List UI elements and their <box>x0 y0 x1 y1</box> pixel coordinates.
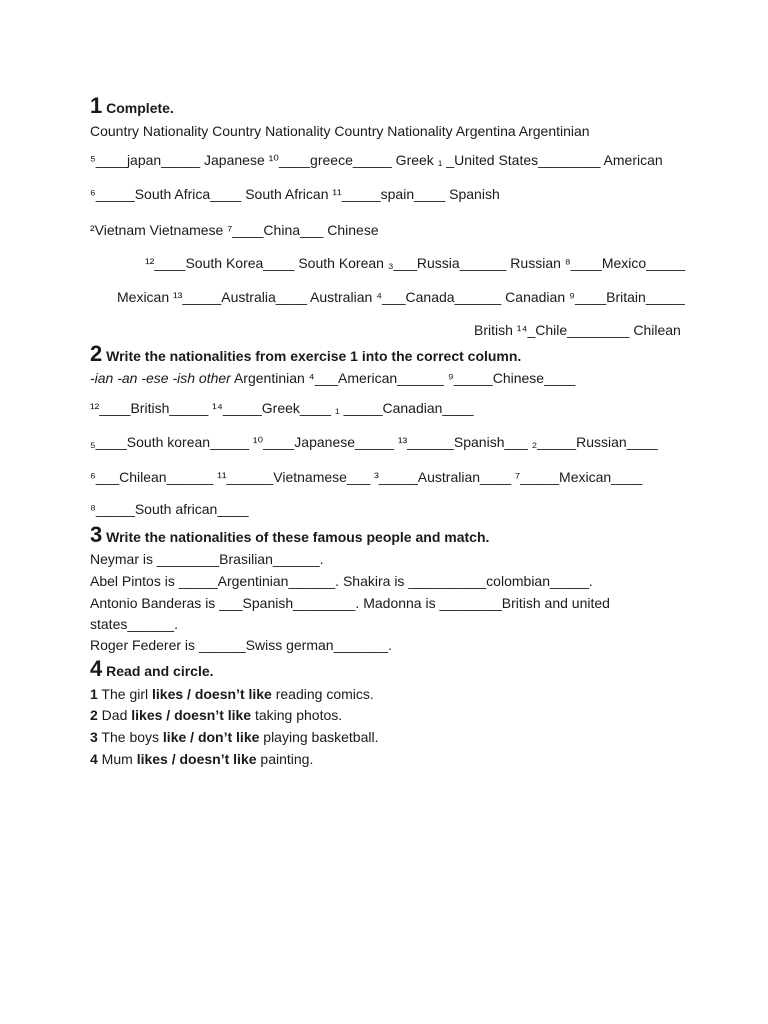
section-number: 3 <box>90 522 103 547</box>
circle-item <box>90 707 342 723</box>
section-1-heading <box>90 95 174 119</box>
exercise-row: ¹²____British_____ ¹⁴_____Greek____ ₁ _____Canadian____ <box>90 400 474 416</box>
section-number: 4 <box>90 656 103 681</box>
sentence-line: Antonio Banderas is ___Spanish________. Madonna is ________British and united <box>90 595 610 611</box>
exercise-row: Mexican ¹³_____Australia____ Australian ⁴___Canada______ Canadian ⁹____Britain_____ <box>117 289 685 305</box>
item-text: playing basketball. <box>259 729 379 745</box>
table-header-row: Country Nationality Country Nationality Country Nationality Argentina Argentinian <box>90 123 590 139</box>
exercise-row: ₅____South korean_____ ¹⁰____Japanese_____ ¹³______Spanish___ ₂_____Russian____ <box>90 434 658 450</box>
item-text: painting. <box>256 751 314 767</box>
section-2-heading <box>90 343 521 367</box>
item-text: Mum <box>97 751 137 767</box>
sentence-line: states______. <box>90 616 178 632</box>
column-header-rest: Argentinian ⁴___American______ ⁹_____Chinese____ <box>230 370 576 386</box>
item-text: reading comics. <box>271 686 374 702</box>
circle-options: likes / doesn’t like <box>152 686 272 702</box>
sentence-line: Neymar is ________Brasilian______. <box>90 551 324 567</box>
circle-options: like / don’t like <box>162 729 260 745</box>
item-number: 4 <box>90 751 98 767</box>
section-number: 2 <box>90 341 103 366</box>
exercise-row: ⁸_____South african____ <box>90 501 249 517</box>
section-title: Complete. <box>106 100 174 116</box>
item-text: taking photos. <box>251 707 343 723</box>
sentence-line: Roger Federer is ______Swiss german_______. <box>90 637 392 653</box>
section-number: 1 <box>90 93 103 118</box>
item-number: 2 <box>90 707 98 723</box>
exercise-row: ²Vietnam Vietnamese ⁷____China___ Chinese <box>90 222 379 238</box>
section-3-heading <box>90 524 489 548</box>
circle-options: likes / doesn’t like <box>136 751 257 767</box>
circle-item <box>90 686 374 702</box>
exercise-row: British ¹⁴_Chile________ Chilean <box>474 322 681 338</box>
section-title: Write the nationalities from exercise 1 into the correct column. <box>106 348 522 364</box>
exercise-row: ⁵____japan_____ Japanese ¹⁰____greece_____ Greek ₁ _United States________ American <box>90 152 663 168</box>
circle-item <box>90 751 313 767</box>
sentence-line: Abel Pintos is _____Argentinian______. Shakira is __________colombian_____. <box>90 573 593 589</box>
circle-item <box>90 729 378 745</box>
section-title: Read and circle. <box>106 663 214 679</box>
exercise-row: ⁶_____South Africa____ South African ¹¹_____spain____ Spanish <box>90 186 500 202</box>
column-header-row <box>90 370 575 386</box>
item-number: 3 <box>90 729 98 745</box>
item-number: 1 <box>90 686 98 702</box>
section-4-heading <box>90 658 214 682</box>
section-title: Write the nationalities of these famous people and match. <box>106 529 490 545</box>
item-text: The girl <box>97 686 153 702</box>
exercise-row: ⁶___Chilean______ ¹¹______Vietnamese___ ³_____Australian____ ⁷_____Mexican____ <box>90 469 643 485</box>
circle-options: likes / doesn’t like <box>131 707 252 723</box>
exercise-row: ¹²____South Korea____ South Korean ₃___Russia______ Russian ⁸____Mexico_____ <box>145 255 686 271</box>
suffix-columns: -ian -an -ese -ish other <box>90 370 231 386</box>
item-text: The boys <box>97 729 163 745</box>
item-text: Dad <box>97 707 132 723</box>
